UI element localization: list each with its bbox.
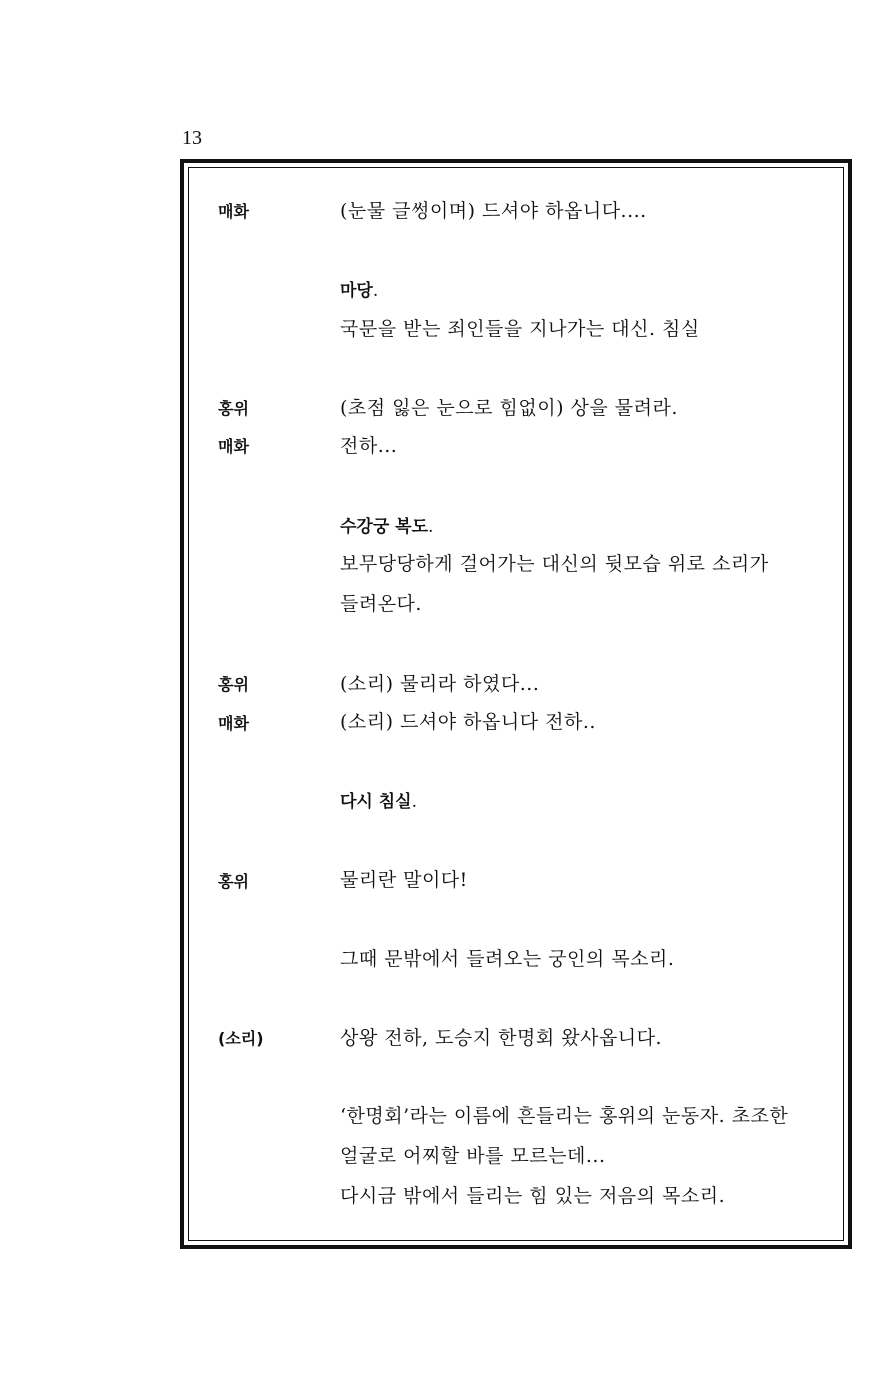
dialogue-line: 상왕 전하, 도승지 한명회 왔사옵니다. (340, 1027, 663, 1049)
action-line: 보무당당하게 걸어가는 대신의 뒷모습 위로 소리가 (340, 553, 769, 575)
dialogue-line: 전하... (340, 435, 398, 457)
dialogue-line: 물리란 말이다! (340, 869, 468, 891)
speaker-name: (소리) (218, 1029, 264, 1048)
speaker-name: 홍위 (218, 675, 249, 694)
scene-heading (340, 787, 417, 817)
scene-heading-text: 다시 침실 (340, 792, 412, 812)
action-line: 얼굴로 어찌할 바를 모르는데... (340, 1145, 606, 1167)
action-line: 들려온다. (340, 593, 422, 615)
action-line: 다시금 밖에서 들리는 힘 있는 저음의 목소리. (340, 1185, 726, 1207)
speaker-name: 매화 (218, 202, 249, 221)
scene-heading-dot: . (428, 517, 434, 537)
scene-heading-text: 수강궁 복도 (340, 517, 429, 537)
speaker-name: 매화 (218, 437, 249, 456)
action-line: ‘한명회’라는 이름에 흔들리는 홍위의 눈동자. 초조한 (340, 1105, 789, 1127)
dialogue-line: (초점 잃은 눈으로 힘없이) 상을 물려라. (340, 397, 678, 419)
dialogue-line: (소리) 드셔야 하옵니다 전하.. (340, 711, 596, 733)
speaker-name: 홍위 (218, 872, 249, 891)
dialogue-line: (눈물 글썽이며) 드셔야 하옵니다.... (340, 200, 647, 222)
action-line: 국문을 받는 죄인들을 지나가는 대신. 침실 (340, 318, 700, 340)
action-line: 그때 문밖에서 들려오는 궁인의 목소리. (340, 948, 675, 970)
scene-heading (340, 276, 378, 306)
speaker-name: 홍위 (218, 399, 249, 418)
scene-heading (340, 512, 433, 542)
scene-heading-dot: . (372, 281, 379, 301)
dialogue-line: (소리) 물리라 하였다... (340, 673, 540, 695)
scene-heading-dot: . (411, 792, 418, 812)
speaker-name: 매화 (218, 714, 249, 733)
page-number: 13 (182, 127, 202, 149)
scene-heading-text: 마당 (340, 281, 373, 301)
